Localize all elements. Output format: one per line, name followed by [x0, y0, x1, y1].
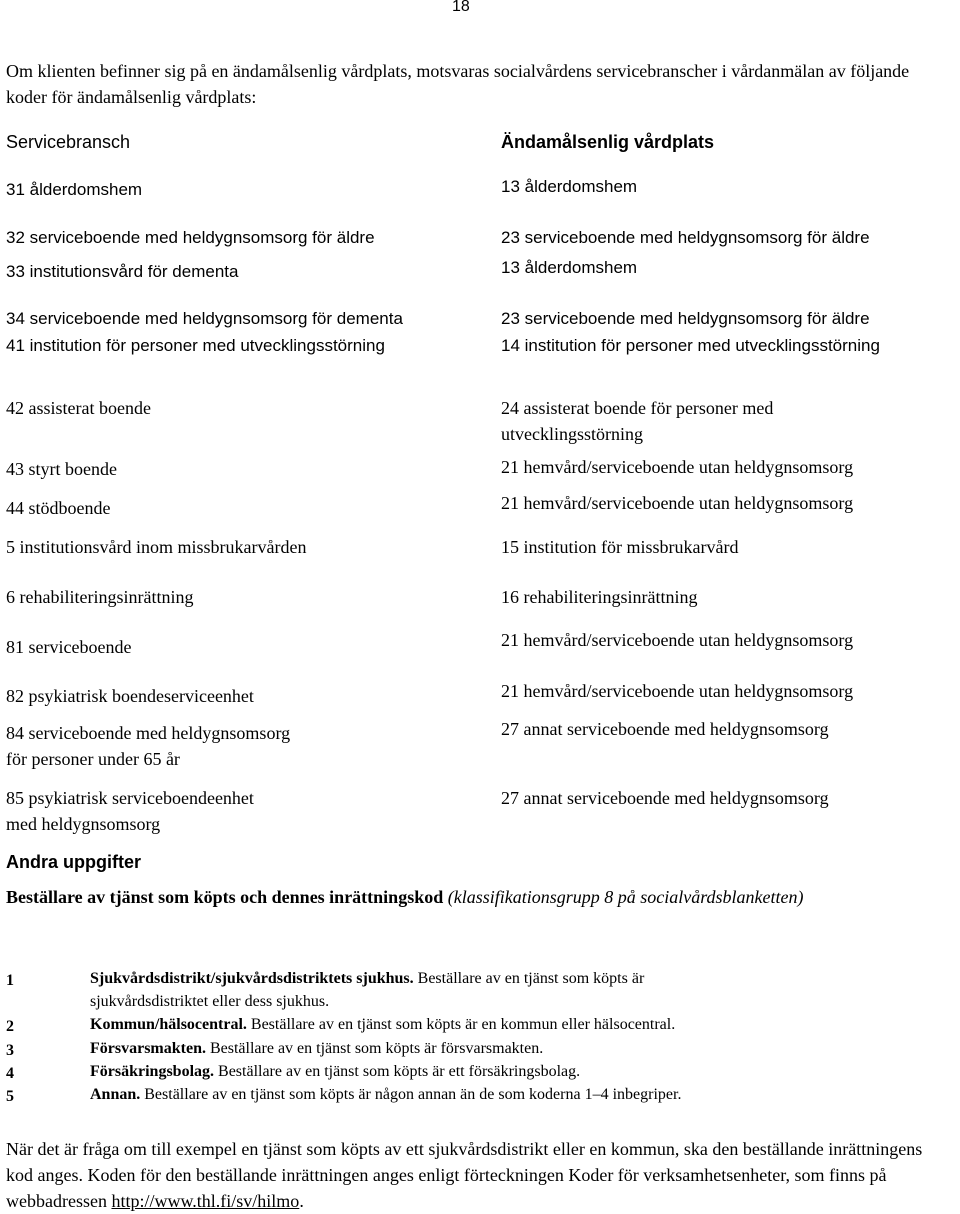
- code-item: [90, 1084, 681, 1106]
- left-row: med heldygnsomsorg: [6, 814, 161, 834]
- page-number: 18: [452, 0, 470, 15]
- header-servicebransch: Servicebransch: [6, 132, 131, 152]
- right-row: 21 hemvård/serviceboende utan heldygnsomsorg: [501, 493, 854, 513]
- code-item: [90, 1061, 580, 1083]
- left-row: för personer under 65 år: [6, 749, 180, 769]
- final-paragraph: [6, 1136, 951, 1214]
- code-item: [90, 1038, 543, 1060]
- left-row: 31 ålderdomshem: [6, 180, 143, 199]
- code-label: Sjukvårdsdistrikt/sjukvårdsdistriktets sjukhus.: [90, 970, 414, 987]
- code-item: [90, 1014, 675, 1036]
- code-description: Beställare av en tjänst som köpts är en kommun eller hälsocentral.: [246, 1016, 676, 1033]
- left-row: 81 serviceboende: [6, 637, 132, 657]
- bestallare-paragraph: [6, 885, 936, 909]
- final-text: När det är fråga om till exempel en tjänst som köpts av ett sjukvårdsdistrikt eller en kommun, ska den beställande inrättningens kod anges. Koden för den beställande inrättningen anges enligt förteckningen Koder för verksamhetsenheter, som finns på webbadressen: [6, 1139, 923, 1211]
- left-row: 82 psykiatrisk boendeserviceenhet: [6, 686, 254, 706]
- left-row: 44 stödboende: [6, 498, 111, 518]
- code-label: Försäkringsbolag.: [90, 1063, 215, 1080]
- hilmo-link[interactable]: http://www.thl.fi/sv/hilmo: [111, 1191, 300, 1211]
- bestallare-bold: Beställare av tjänst som köpts och dennes inrättningskod: [6, 887, 444, 907]
- code-item-continuation: sjukvårdsdistriktet eller dess sjukhus.: [90, 993, 330, 1010]
- right-row: 13 ålderdomshem: [501, 258, 638, 277]
- code-label: Kommun/hälsocentral.: [90, 1016, 247, 1033]
- right-row: 27 annat serviceboende med heldygnsomsorg: [501, 719, 829, 739]
- left-row: 41 institution för personer med utvecklingsstörning: [6, 336, 385, 355]
- right-row: 23 serviceboende med heldygnsomsorg för äldre: [501, 228, 870, 247]
- andra-uppgifter-heading: Andra uppgifter: [6, 852, 141, 872]
- header-andamalsenlig-vardplats: Ändamålsenlig vårdplats: [501, 132, 715, 152]
- right-row: 21 hemvård/serviceboende utan heldygnsomsorg: [501, 457, 854, 477]
- code-description: Beställare av en tjänst som köpts är försvarsmakten.: [205, 1040, 544, 1057]
- left-row: 32 serviceboende med heldygnsomsorg för äldre: [6, 228, 375, 247]
- bestallare-italic: (klassifikationsgrupp 8 på socialvårdsblanketten): [447, 887, 804, 907]
- left-row: 33 institutionsvård för dementa: [6, 262, 239, 281]
- code-description: Beställare av en tjänst som köpts är någon annan än de som koderna 1–4 inbegriper.: [140, 1086, 682, 1103]
- intro-paragraph: Om klienten befinner sig på en ändamålsenlig vårdplats, motsvaras socialvårdens servicebranscher i vårdanmälan av följande koder för ändamålsenlig vårdplats:: [6, 61, 910, 107]
- code-number: 5: [6, 1088, 14, 1105]
- right-row: 27 annat serviceboende med heldygnsomsorg: [501, 788, 829, 808]
- code-number: 1: [6, 972, 14, 989]
- right-row: 15 institution för missbrukarvård: [501, 537, 739, 557]
- right-row: utvecklingsstörning: [501, 424, 643, 444]
- code-item: [90, 968, 644, 990]
- final-end: .: [299, 1191, 304, 1211]
- code-label: Annan.: [90, 1086, 141, 1103]
- left-row: 84 serviceboende med heldygnsomsorg: [6, 723, 291, 743]
- right-row: 23 serviceboende med heldygnsomsorg för äldre: [501, 309, 870, 328]
- code-description: Beställare av en tjänst som köpts är: [413, 970, 645, 987]
- left-row: 5 institutionsvård inom missbrukarvården: [6, 537, 307, 557]
- right-row: 16 rehabiliteringsinrättning: [501, 587, 698, 607]
- right-row: 24 assisterat boende för personer med: [501, 398, 774, 418]
- left-row: 6 rehabiliteringsinrättning: [6, 587, 194, 607]
- code-description: Beställare av en tjänst som köpts är ett försäkringsbolag.: [214, 1063, 581, 1080]
- code-number: 3: [6, 1042, 14, 1059]
- right-row: 21 hemvård/serviceboende utan heldygnsomsorg: [501, 630, 854, 650]
- code-number: 4: [6, 1065, 14, 1082]
- left-row: 42 assisterat boende: [6, 398, 151, 418]
- code-label: Försvarsmakten.: [90, 1040, 206, 1057]
- code-number: 2: [6, 1018, 14, 1035]
- left-row: 43 styrt boende: [6, 459, 117, 479]
- left-row: 85 psykiatrisk serviceboendeenhet: [6, 788, 254, 808]
- right-row: 21 hemvård/serviceboende utan heldygnsomsorg: [501, 681, 854, 701]
- right-row: 13 ålderdomshem: [501, 177, 638, 196]
- left-row: 34 serviceboende med heldygnsomsorg för dementa: [6, 309, 403, 328]
- right-row: 14 institution för personer med utvecklingsstörning: [501, 336, 880, 355]
